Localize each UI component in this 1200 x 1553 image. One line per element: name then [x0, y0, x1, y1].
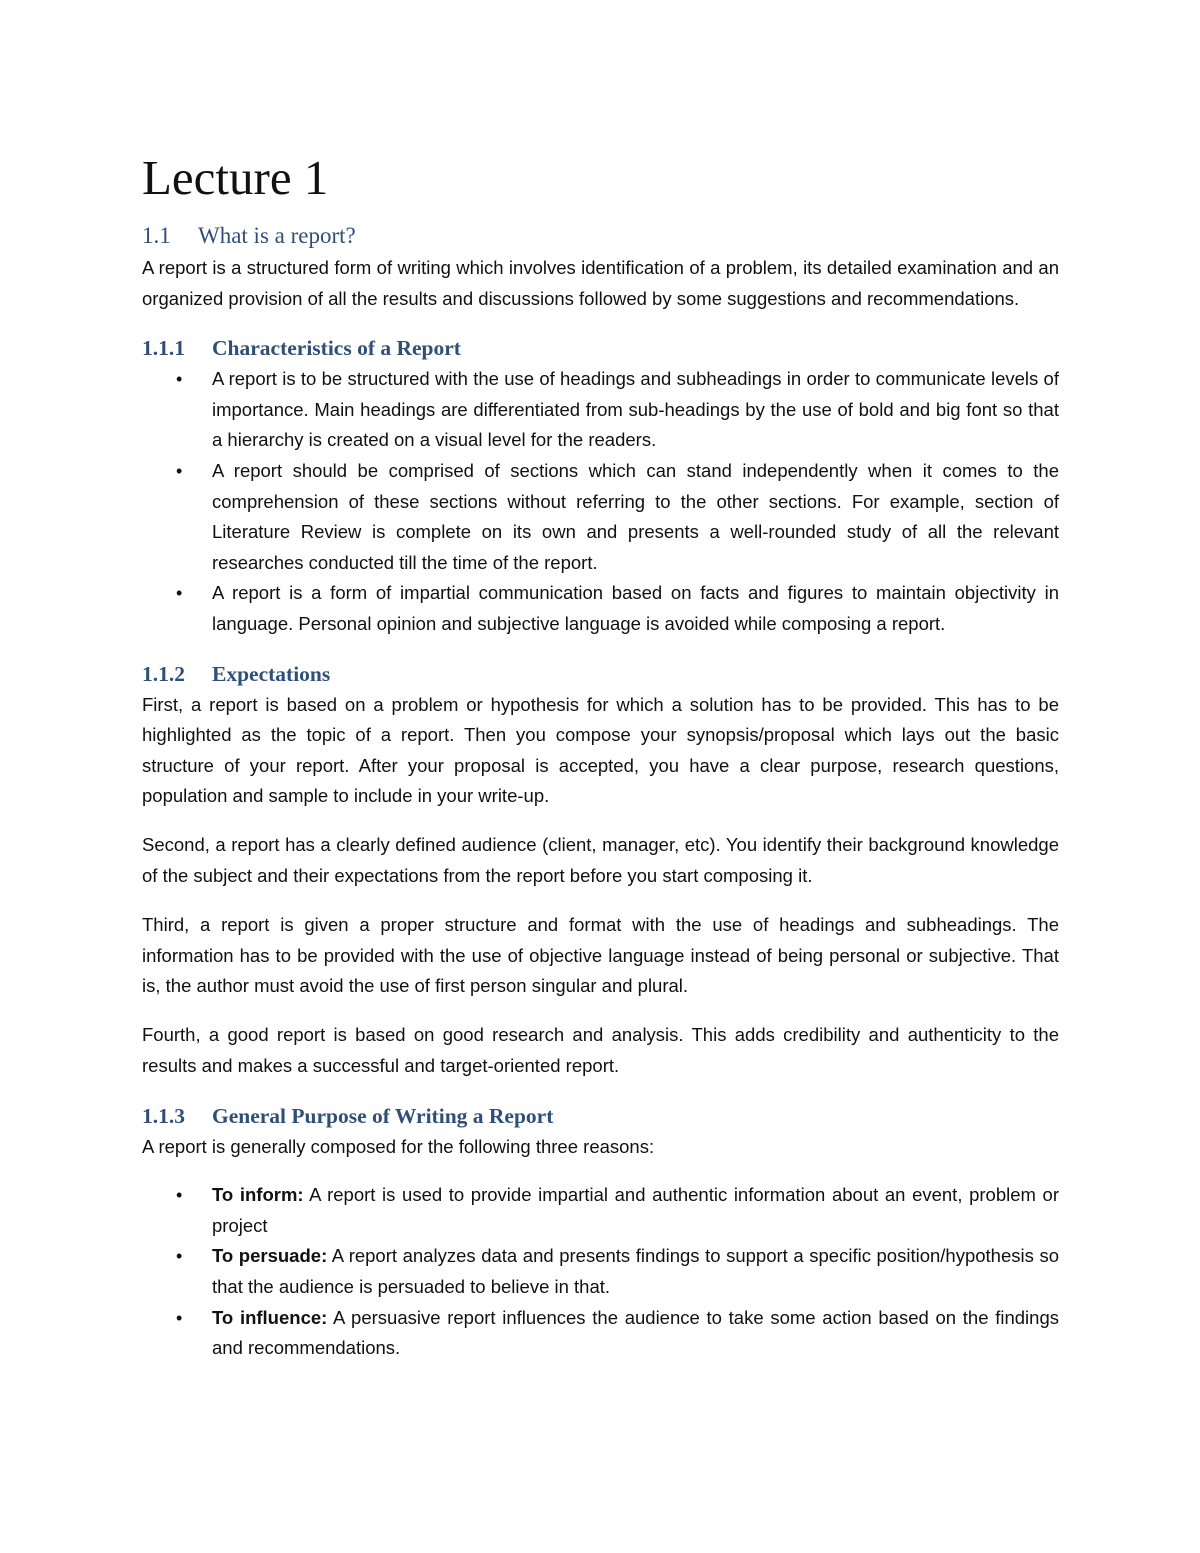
- list-item-text: A persuasive report influences the audience to take some action based on the findings and recommendations.: [212, 1306, 1059, 1359]
- section-number: 1.1.1: [142, 336, 185, 361]
- section-heading-1-1: [142, 222, 1059, 250]
- list-item-text: A report is a form of impartial communication based on facts and figures to maintain objectivity in language. Personal opinion and subjective language is avoided while composing a report.: [212, 582, 1059, 634]
- list-item: [142, 578, 1059, 639]
- paragraph: Third, a report is given a proper structure and format with the use of headings and subheadings. The information has to be provided with the use of objective language instead of being personal or subjective. That is, the author must avoid the use of first person singular and plural.: [142, 914, 1059, 997]
- page-title: Lecture 1: [142, 150, 329, 205]
- section-title: Characteristics of a Report: [212, 336, 461, 361]
- list-item-lead: To inform:: [212, 1184, 304, 1206]
- list-item: [142, 364, 1059, 456]
- list-item: [142, 1180, 1059, 1241]
- purpose-list: [142, 1180, 1059, 1364]
- characteristics-list: [142, 364, 1059, 639]
- list-item-text: A report is to be structured with the use of headings and subheadings in order to communicate levels of importance. Main headings are differentiated from sub-headings by the use of bold and big font so that a hierarchy is created on a visual level for the readers.: [212, 368, 1059, 451]
- bullet-icon: •: [176, 369, 183, 390]
- section-title: General Purpose of Writing a Report: [212, 1103, 554, 1128]
- paragraph: Fourth, a good report is based on good research and analysis. This adds credibility and authenticity to the results and makes a successful and target-oriented report.: [142, 1024, 1059, 1076]
- paragraph: First, a report is based on a problem or hypothesis for which a solution has to be provided. This has to be highlighted as the topic of a report. Then you compose your synopsis/proposal which lays out the basic structure of your report. After your proposal is accepted, you have a clear purpose, research questions, population and sample to include in your write-up.: [142, 693, 1059, 807]
- section-heading-1-1-2: [142, 660, 1059, 688]
- list-item-text: A report is used to provide impartial and authentic information about an event, problem or project: [212, 1184, 1059, 1236]
- list-item-lead: To persuade:: [212, 1245, 328, 1267]
- list-item: [142, 456, 1059, 578]
- list-item: [142, 1303, 1059, 1364]
- section-heading-1-1-1: [142, 334, 1059, 362]
- bullet-icon: •: [176, 1185, 183, 1206]
- paragraph: A report is generally composed for the following three reasons:: [142, 1135, 655, 1157]
- paragraph: A report is a structured form of writing which involves identification of a problem, its detailed examination and an organized provision of all the results and discussions followed by some suggestions and recommendations.: [142, 257, 1059, 309]
- bullet-icon: •: [176, 1307, 183, 1328]
- list-item: [142, 1241, 1059, 1302]
- paragraph: Second, a report has a clearly defined audience (client, manager, etc). You identify their background knowledge of the subject and their expectations from the report before you start composing it.: [142, 834, 1059, 886]
- bullet-icon: •: [176, 1246, 183, 1267]
- document-page: [142, 148, 1059, 1364]
- list-item-lead: To influence:: [212, 1306, 328, 1328]
- section-title: Expectations: [212, 661, 331, 686]
- list-item-text: A report analyzes data and presents findings to support a specific position/hypothesis so that the audience is persuaded to believe in that.: [212, 1245, 1059, 1297]
- section-heading-1-1-3: [142, 1102, 1059, 1130]
- section-title: What is a report?: [198, 223, 356, 248]
- list-item-text: A report should be comprised of sections which can stand independently when it comes to the comprehension of these sections without referring to the other sections. For example, section of Literature Review is complete on its own and presents a well-rounded study of all the relevant researches conducted till the time of the report.: [212, 459, 1059, 573]
- section-number: 1.1.2: [142, 661, 185, 686]
- bullet-icon: •: [176, 460, 183, 481]
- section-number: 1.1: [142, 223, 171, 248]
- bullet-icon: •: [176, 583, 183, 604]
- section-number: 1.1.3: [142, 1103, 185, 1128]
